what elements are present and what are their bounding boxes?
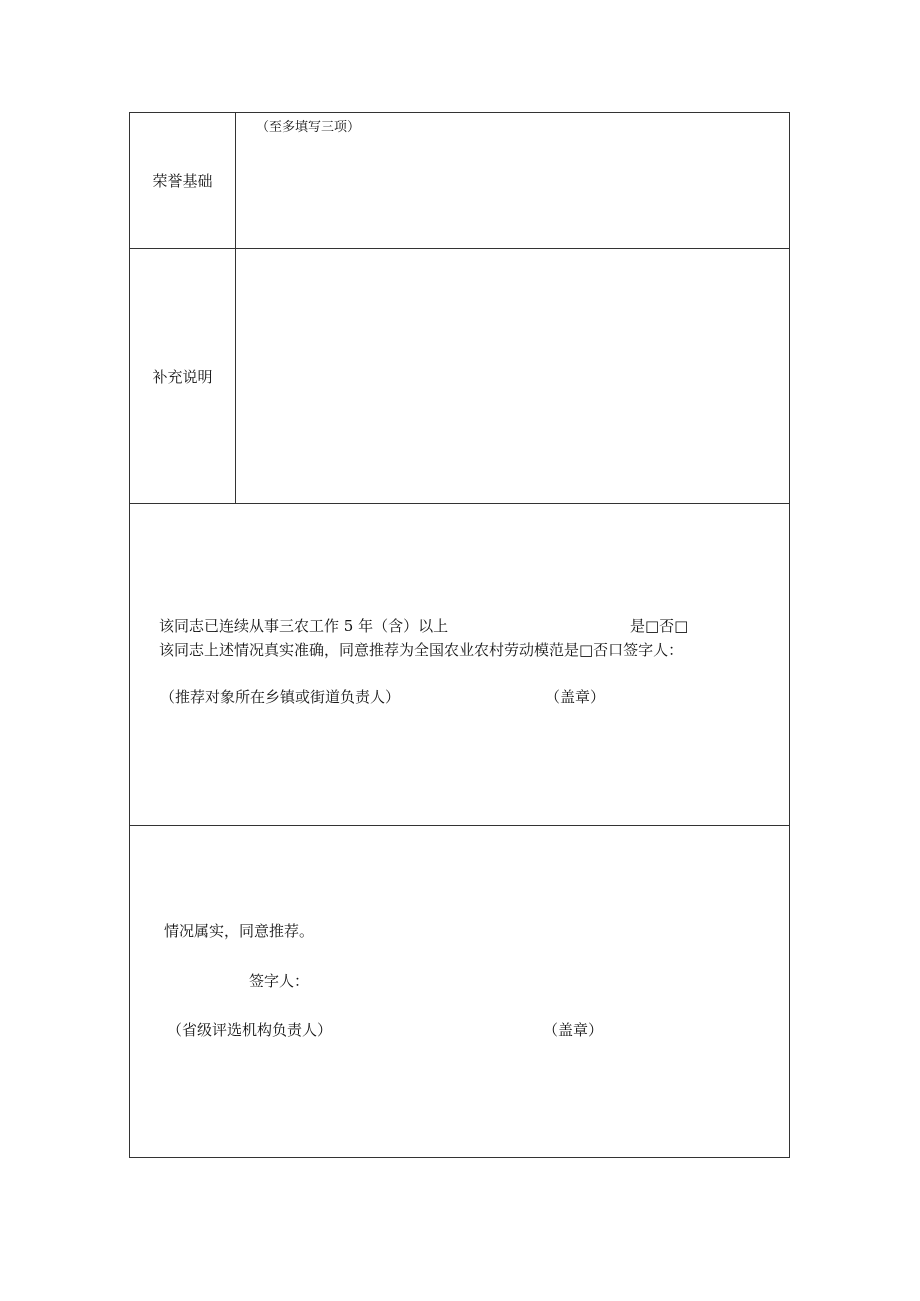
honor-label: 荣誉基础: [130, 113, 236, 248]
province-seal: （盖章）: [543, 1021, 604, 1039]
township-line1-choice[interactable]: 是□否□: [630, 617, 689, 635]
township-seal: （盖章）: [545, 688, 606, 706]
province-signer: （省级评选机构负责人）: [167, 1021, 333, 1039]
province-sign-label: 签字人：: [249, 972, 310, 990]
township-row: [130, 504, 789, 826]
honor-hint: （至多填写三项）: [256, 120, 361, 135]
township-signer: （推荐对象所在乡镇或街道负责人）: [160, 688, 401, 706]
supplement-content[interactable]: [236, 249, 789, 503]
supplement-label: 补充说明: [130, 249, 236, 503]
township-line1: 该同志已连续从事三农工作 5 年（含）以上: [159, 617, 449, 635]
honor-content[interactable]: [236, 113, 789, 248]
province-row: [130, 826, 789, 1159]
recommendation-form: [129, 112, 790, 1158]
province-statement: 情况属实，同意推荐。: [164, 922, 315, 940]
honor-row: [130, 113, 789, 249]
supplement-row: [130, 249, 789, 504]
township-line2: 该同志上述情况真实准确，同意推荐为全国农业农村劳动模范是□否口签字人：: [159, 641, 684, 659]
